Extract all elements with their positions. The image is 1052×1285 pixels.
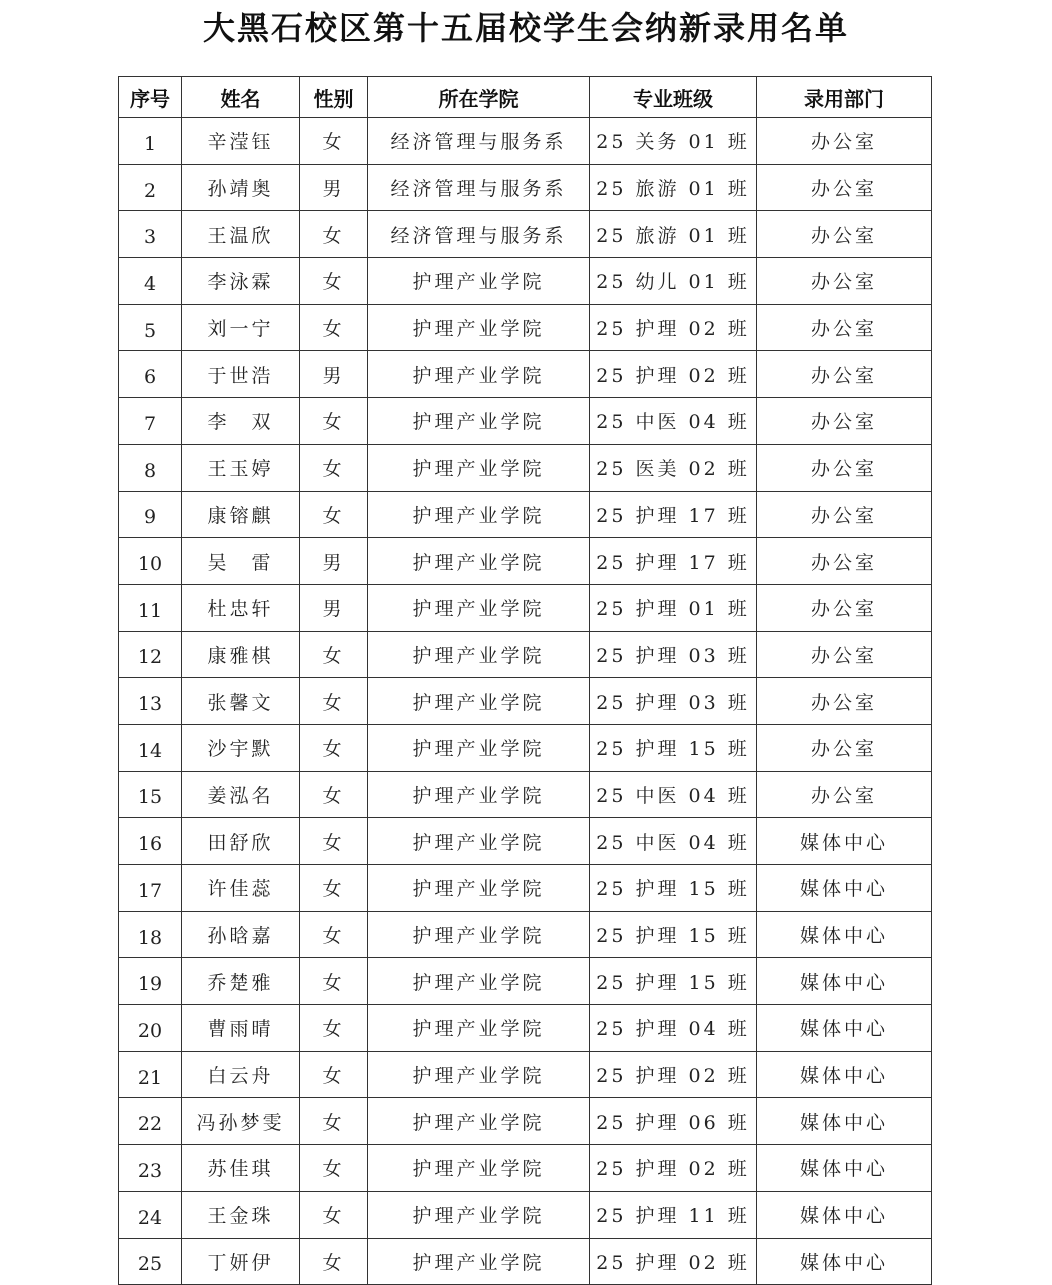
cell-index: 19: [119, 958, 182, 1005]
cell-index: 2: [119, 164, 182, 211]
cell-index: 3: [119, 211, 182, 258]
cell-class: 25 护理 17 班: [590, 538, 757, 585]
cell-department: 媒体中心: [757, 865, 932, 912]
cell-department: 办公室: [757, 444, 932, 491]
cell-college: 护理产业学院: [368, 1098, 590, 1145]
cell-college: 护理产业学院: [368, 631, 590, 678]
cell-name: 康雅棋: [182, 631, 300, 678]
cell-college: 经济管理与服务系: [368, 118, 590, 165]
cell-name: 刘一宁: [182, 304, 300, 351]
cell-index: 23: [119, 1145, 182, 1192]
cell-gender: 男: [300, 351, 368, 398]
cell-department: 办公室: [757, 584, 932, 631]
cell-gender: 女: [300, 444, 368, 491]
cell-gender: 女: [300, 1005, 368, 1052]
cell-department: 办公室: [757, 398, 932, 445]
cell-department: 办公室: [757, 771, 932, 818]
header-gender: 性别: [300, 77, 368, 118]
table-row: [119, 118, 932, 165]
cell-gender: 女: [300, 1238, 368, 1285]
cell-gender: 女: [300, 865, 368, 912]
cell-gender: 男: [300, 584, 368, 631]
cell-college: 护理产业学院: [368, 771, 590, 818]
table-row: [119, 491, 932, 538]
table-row: [119, 1238, 932, 1285]
cell-class: 25 中医 04 班: [590, 398, 757, 445]
cell-college: 护理产业学院: [368, 538, 590, 585]
table-row: [119, 164, 932, 211]
cell-college: 护理产业学院: [368, 444, 590, 491]
cell-college: 护理产业学院: [368, 911, 590, 958]
table-row: [119, 631, 932, 678]
cell-index: 12: [119, 631, 182, 678]
cell-index: 15: [119, 771, 182, 818]
cell-department: 媒体中心: [757, 1005, 932, 1052]
cell-name: 李 双: [182, 398, 300, 445]
cell-college: 护理产业学院: [368, 958, 590, 1005]
cell-class: 25 护理 02 班: [590, 1145, 757, 1192]
table-row: [119, 678, 932, 725]
table-row: [119, 771, 932, 818]
cell-name: 孙晗嘉: [182, 911, 300, 958]
table-row: [119, 444, 932, 491]
cell-name: 吴 雷: [182, 538, 300, 585]
cell-department: 办公室: [757, 351, 932, 398]
cell-gender: 女: [300, 818, 368, 865]
cell-gender: 女: [300, 958, 368, 1005]
header-college: 所在学院: [368, 77, 590, 118]
cell-department: 媒体中心: [757, 958, 932, 1005]
cell-department: 办公室: [757, 724, 932, 771]
header-class: 专业班级: [590, 77, 757, 118]
cell-index: 9: [119, 491, 182, 538]
cell-gender: 女: [300, 304, 368, 351]
cell-class: 25 护理 04 班: [590, 1005, 757, 1052]
cell-index: 16: [119, 818, 182, 865]
cell-department: 办公室: [757, 491, 932, 538]
cell-class: 25 中医 04 班: [590, 771, 757, 818]
cell-index: 21: [119, 1051, 182, 1098]
cell-class: 25 旅游 01 班: [590, 211, 757, 258]
cell-gender: 男: [300, 538, 368, 585]
cell-name: 姜泓名: [182, 771, 300, 818]
cell-department: 媒体中心: [757, 1051, 932, 1098]
cell-index: 11: [119, 584, 182, 631]
cell-index: 25: [119, 1238, 182, 1285]
header-row: [119, 77, 932, 118]
cell-gender: 男: [300, 164, 368, 211]
cell-name: 康镕麒: [182, 491, 300, 538]
cell-class: 25 中医 04 班: [590, 818, 757, 865]
cell-gender: 女: [300, 724, 368, 771]
cell-college: 经济管理与服务系: [368, 164, 590, 211]
cell-name: 苏佳琪: [182, 1145, 300, 1192]
cell-department: 媒体中心: [757, 1098, 932, 1145]
cell-class: 25 护理 15 班: [590, 724, 757, 771]
cell-index: 14: [119, 724, 182, 771]
cell-name: 田舒欣: [182, 818, 300, 865]
cell-name: 许佳蕊: [182, 865, 300, 912]
cell-college: 护理产业学院: [368, 398, 590, 445]
cell-college: 护理产业学院: [368, 1005, 590, 1052]
cell-name: 王温欣: [182, 211, 300, 258]
cell-name: 于世浩: [182, 351, 300, 398]
cell-gender: 女: [300, 1191, 368, 1238]
cell-name: 孙靖奥: [182, 164, 300, 211]
cell-name: 辛滢钰: [182, 118, 300, 165]
cell-college: 护理产业学院: [368, 1238, 590, 1285]
cell-gender: 女: [300, 1051, 368, 1098]
cell-department: 办公室: [757, 538, 932, 585]
page-title: 大黑石校区第十五届校学生会纳新录用名单: [202, 9, 849, 47]
cell-gender: 女: [300, 118, 368, 165]
header-department: 录用部门: [757, 77, 932, 118]
cell-index: 24: [119, 1191, 182, 1238]
cell-gender: 女: [300, 491, 368, 538]
cell-class: 25 护理 11 班: [590, 1191, 757, 1238]
cell-index: 17: [119, 865, 182, 912]
cell-index: 20: [119, 1005, 182, 1052]
cell-name: 王玉婷: [182, 444, 300, 491]
cell-name: 白云舟: [182, 1051, 300, 1098]
cell-class: 25 幼儿 01 班: [590, 258, 757, 305]
cell-class: 25 护理 15 班: [590, 911, 757, 958]
cell-name: 沙宇默: [182, 724, 300, 771]
table-row: [119, 1005, 932, 1052]
table-row: [119, 724, 932, 771]
cell-index: 4: [119, 258, 182, 305]
cell-class: 25 护理 15 班: [590, 958, 757, 1005]
table-row: [119, 538, 932, 585]
cell-college: 护理产业学院: [368, 1145, 590, 1192]
cell-index: 10: [119, 538, 182, 585]
cell-college: 护理产业学院: [368, 584, 590, 631]
cell-name: 王金珠: [182, 1191, 300, 1238]
cell-department: 媒体中心: [757, 911, 932, 958]
cell-college: 护理产业学院: [368, 818, 590, 865]
cell-name: 张馨文: [182, 678, 300, 725]
cell-class: 25 医美 02 班: [590, 444, 757, 491]
table-row: [119, 865, 932, 912]
table-row: [119, 304, 932, 351]
cell-class: 25 旅游 01 班: [590, 164, 757, 211]
table-row: [119, 911, 932, 958]
cell-department: 媒体中心: [757, 1191, 932, 1238]
table-row: [119, 258, 932, 305]
cell-class: 25 护理 15 班: [590, 865, 757, 912]
cell-department: 办公室: [757, 211, 932, 258]
table-row: [119, 211, 932, 258]
cell-college: 护理产业学院: [368, 724, 590, 771]
cell-department: 媒体中心: [757, 818, 932, 865]
cell-department: 办公室: [757, 258, 932, 305]
cell-college: 经济管理与服务系: [368, 211, 590, 258]
cell-class: 25 关务 01 班: [590, 118, 757, 165]
cell-name: 丁妍伊: [182, 1238, 300, 1285]
cell-gender: 女: [300, 631, 368, 678]
cell-gender: 女: [300, 211, 368, 258]
cell-index: 18: [119, 911, 182, 958]
cell-department: 办公室: [757, 631, 932, 678]
cell-college: 护理产业学院: [368, 678, 590, 725]
cell-class: 25 护理 02 班: [590, 304, 757, 351]
header-index: 序号: [119, 77, 182, 118]
header-name: 姓名: [182, 77, 300, 118]
cell-index: 8: [119, 444, 182, 491]
cell-department: 媒体中心: [757, 1238, 932, 1285]
table-row: [119, 398, 932, 445]
cell-name: 冯孙梦雯: [182, 1098, 300, 1145]
table-row: [119, 1098, 932, 1145]
cell-gender: 女: [300, 258, 368, 305]
cell-department: 办公室: [757, 678, 932, 725]
cell-class: 25 护理 06 班: [590, 1098, 757, 1145]
cell-index: 1: [119, 118, 182, 165]
cell-name: 李泳霖: [182, 258, 300, 305]
cell-class: 25 护理 03 班: [590, 678, 757, 725]
cell-index: 7: [119, 398, 182, 445]
cell-gender: 女: [300, 911, 368, 958]
cell-index: 5: [119, 304, 182, 351]
cell-class: 25 护理 02 班: [590, 1051, 757, 1098]
cell-class: 25 护理 02 班: [590, 1238, 757, 1285]
table-row: [119, 1051, 932, 1098]
cell-gender: 女: [300, 771, 368, 818]
cell-class: 25 护理 03 班: [590, 631, 757, 678]
cell-index: 22: [119, 1098, 182, 1145]
cell-college: 护理产业学院: [368, 1051, 590, 1098]
table-row: [119, 958, 932, 1005]
cell-index: 13: [119, 678, 182, 725]
cell-department: 办公室: [757, 118, 932, 165]
cell-department: 媒体中心: [757, 1145, 932, 1192]
table-row: [119, 818, 932, 865]
cell-class: 25 护理 01 班: [590, 584, 757, 631]
cell-name: 曹雨晴: [182, 1005, 300, 1052]
cell-college: 护理产业学院: [368, 258, 590, 305]
cell-class: 25 护理 02 班: [590, 351, 757, 398]
cell-college: 护理产业学院: [368, 865, 590, 912]
cell-index: 6: [119, 351, 182, 398]
table-row: [119, 1191, 932, 1238]
table-row: [119, 351, 932, 398]
cell-name: 杜忠轩: [182, 584, 300, 631]
cell-college: 护理产业学院: [368, 491, 590, 538]
cell-gender: 女: [300, 398, 368, 445]
cell-college: 护理产业学院: [368, 304, 590, 351]
admission-table: [118, 76, 932, 1285]
cell-gender: 女: [300, 1098, 368, 1145]
cell-college: 护理产业学院: [368, 351, 590, 398]
cell-class: 25 护理 17 班: [590, 491, 757, 538]
cell-department: 办公室: [757, 304, 932, 351]
table-body: [119, 118, 932, 1285]
cell-department: 办公室: [757, 164, 932, 211]
cell-name: 乔楚雅: [182, 958, 300, 1005]
table-row: [119, 584, 932, 631]
cell-gender: 女: [300, 678, 368, 725]
cell-college: 护理产业学院: [368, 1191, 590, 1238]
table-header: [119, 77, 932, 118]
cell-gender: 女: [300, 1145, 368, 1192]
